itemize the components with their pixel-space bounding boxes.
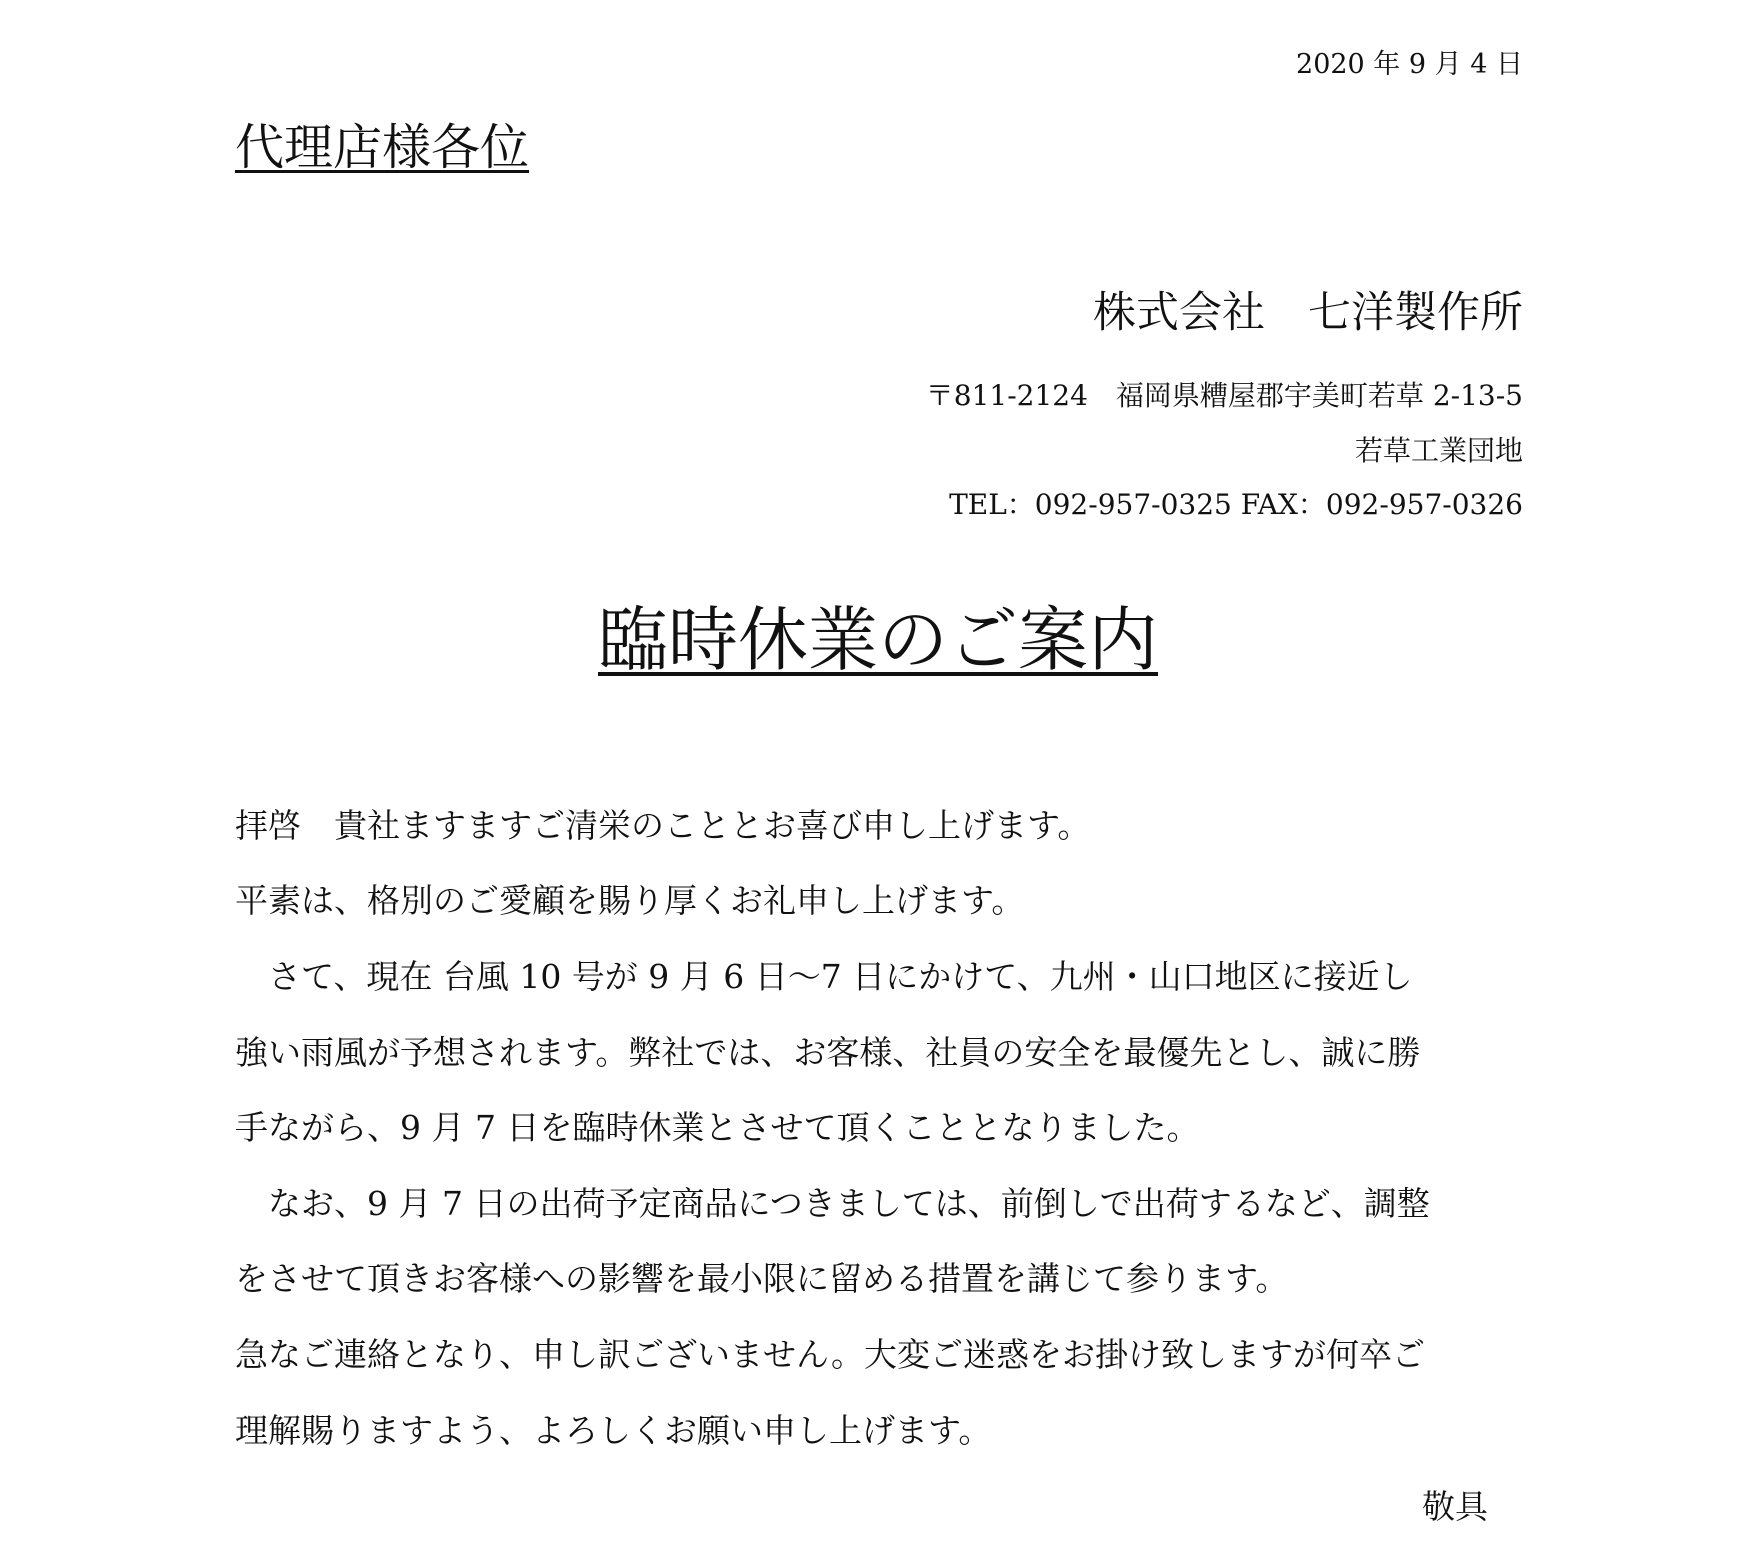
- recipient-heading: 代理店様各位: [235, 119, 530, 176]
- body-line-1: 拝啓 貴社ますますご清栄のこととお喜び申し上げます。: [235, 806, 1091, 845]
- body-line-8: 急なご連絡となり、申し訳ございません。大変ご迷惑をお掛け致しますが何卒ご: [235, 1335, 1425, 1374]
- body-line-7: をさせて頂きお客様への影響を最小限に留める措置を講じて参ります。: [235, 1259, 1289, 1298]
- closing-phrase: 敬具: [1422, 1487, 1488, 1526]
- company-address: 〒811-2124 福岡県糟屋郡宇美町若草 2-13-5: [925, 379, 1523, 412]
- company-contact: TEL：092-957-0325 FAX：092-957-0326: [949, 488, 1523, 521]
- body-line-9: 理解賜りますよう、よろしくお願い申し上げます。: [235, 1411, 992, 1450]
- company-address-building: 若草工業団地: [1354, 434, 1523, 467]
- notice-title: 臨時休業のご案内: [598, 599, 1158, 681]
- company-name: 株式会社 七洋製作所: [1093, 288, 1523, 338]
- body-line-2: 平素は、格別のご愛顧を賜り厚くお礼申し上げます。: [235, 881, 1025, 920]
- document-date: 2020 年 9 月 4 日: [1296, 49, 1523, 80]
- body-line-5: 手ながら、9 月 7 日を臨時休業とさせて頂くこととなりました。: [235, 1108, 1200, 1147]
- body-line-6: なお、9 月 7 日の出荷予定商品につきましては、前倒しで出荷するなど、調整: [235, 1184, 1430, 1223]
- body-line-3: さて、現在 台風 10 号が 9 月 6 日〜7 日にかけて、九州・山口地区に接近し: [235, 957, 1413, 996]
- body-line-4: 強い雨風が予想されます。弊社では、お客様、社員の安全を最優先とし、誠に勝: [235, 1033, 1421, 1072]
